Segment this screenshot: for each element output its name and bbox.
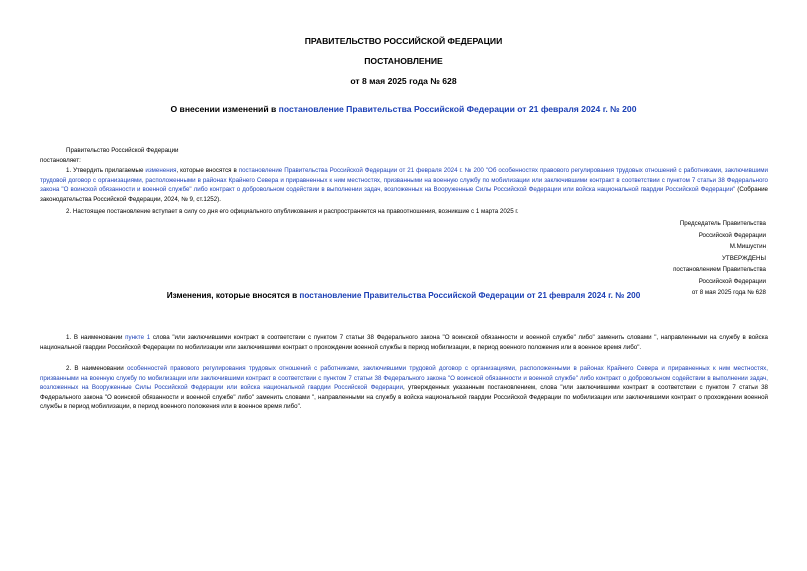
document-title <box>0 104 807 114</box>
title-prefix: О внесении изменений в <box>170 104 279 114</box>
changes-title <box>0 291 807 300</box>
changes-title-link[interactable]: постановление Правительства Российской Федерации от 21 февраля 2024 г. № 200 <box>299 291 641 300</box>
features-link[interactable]: особенностей правового регулирования трудовых отношений с работниками, заключившими трудовой договор с организациями, расположенными в районах Крайнего Севера и приравненных к ним местностях, призванными на военную службу по мобилизации или заключившими контракт в соответствии с пунктом 7 статьи 38 Федерального закона "О воинской обязанности и военной службе" либо контракт о добровольном содействии в выполнении задач, возложенных на Вооруженные Силы Российской Федерации или войска национальной гвардии Российской Федерации <box>40 365 768 392</box>
signature-org: Российской Федерации <box>698 231 766 239</box>
para1-text-b: , которые вносятся в <box>176 167 239 174</box>
approved-label: УТВЕРЖДЕНЫ <box>722 254 766 262</box>
para1-text-c: (Собрание законодательства Российской Федерации, 2024, № 9, ст.1252). <box>40 186 768 203</box>
approved-by: постановлением Правительства <box>673 266 766 273</box>
approved-org: Российской Федерации <box>698 277 766 285</box>
approved-date: от 8 мая 2025 года № 628 <box>691 289 766 296</box>
change1-text-b: слова "или заключившими контракт в соответствии с пунктом 7 статьи 38 Федерального закона "О воинской обязанности и военной службе" либо" заменить словами ", направленными на службу в войска национальной гвардии Российской Федерации по мобилизации или заключившими контракт о прохождении военной службы в период мобилизации, в период военного положения или в военное время либо". <box>40 334 768 351</box>
changes-link[interactable]: изменения <box>145 167 177 174</box>
document-type: ПОСТАНОВЛЕНИЕ <box>364 56 443 66</box>
government-heading: ПРАВИТЕЛЬСТВО РОССИЙСКОЙ ФЕДЕРАЦИИ <box>304 36 503 46</box>
preamble-line2: постановляет: <box>40 157 81 164</box>
change-item-2 <box>40 364 768 412</box>
changes-title-prefix: Изменения, которые вносятся в <box>166 291 300 300</box>
point-1-link[interactable]: пункте 1 <box>125 334 151 341</box>
para1-text-a: 1. Утвердить прилагаемые <box>66 167 146 174</box>
paragraph-1 <box>40 166 768 204</box>
paragraph-2: 2. Настоящее постановление вступает в силу со дня его официального опубликования и распространяется на правоотношения, возникшие с 1 марта 2025 г. <box>66 208 519 215</box>
change2-text-a: 2. В наименовании <box>66 365 127 372</box>
document-date: от 8 мая 2025 года № 628 <box>350 76 457 86</box>
change-item-1 <box>40 333 768 352</box>
change2-text-b: , утвержденных указанным постановлением, слова "или заключившими контракт в соответствии с пунктом 7 статьи 38 Федерального закона "О воинской обязанности и военной службе" либо" заменить словами ", направленными на службу в войска национальной гвардии Российской Федерации по мобилизации или заключившими контракт о прохождении военной службы в период мобилизации, в период военного положения или в военное время либо". <box>40 384 768 411</box>
resolution-link[interactable]: постановление Правительства Российской Федерации от 21 февраля 2024 г. № 200 "Об особенностях правового регулирования трудовых отношений с работниками, заключившими трудовой договор с организациями, расположенными в районах Крайнего Севера и приравненных к ним местностях, призванными на военную службу по мобилизации или заключившими контракт в соответствии с пунктом 7 статьи 38 Федерального закона "О воинской обязанности и военной службе" либо контракт о добровольном содействии в выполнении задач, возложенных на Вооруженные Силы Российской Федерации или войска национальной гвардии Российской Федерации" <box>40 167 769 194</box>
change1-text-a: 1. В наименовании <box>66 334 126 341</box>
signature-name: М.Мишустин <box>729 243 766 250</box>
signature-title: Председатель Правительства <box>679 220 766 227</box>
signature-block <box>560 218 766 299</box>
preamble-line1: Правительство Российской Федерации <box>66 147 179 154</box>
title-link[interactable]: постановление Правительства Российской Федерации от 21 февраля 2024 г. № 200 <box>278 104 637 114</box>
